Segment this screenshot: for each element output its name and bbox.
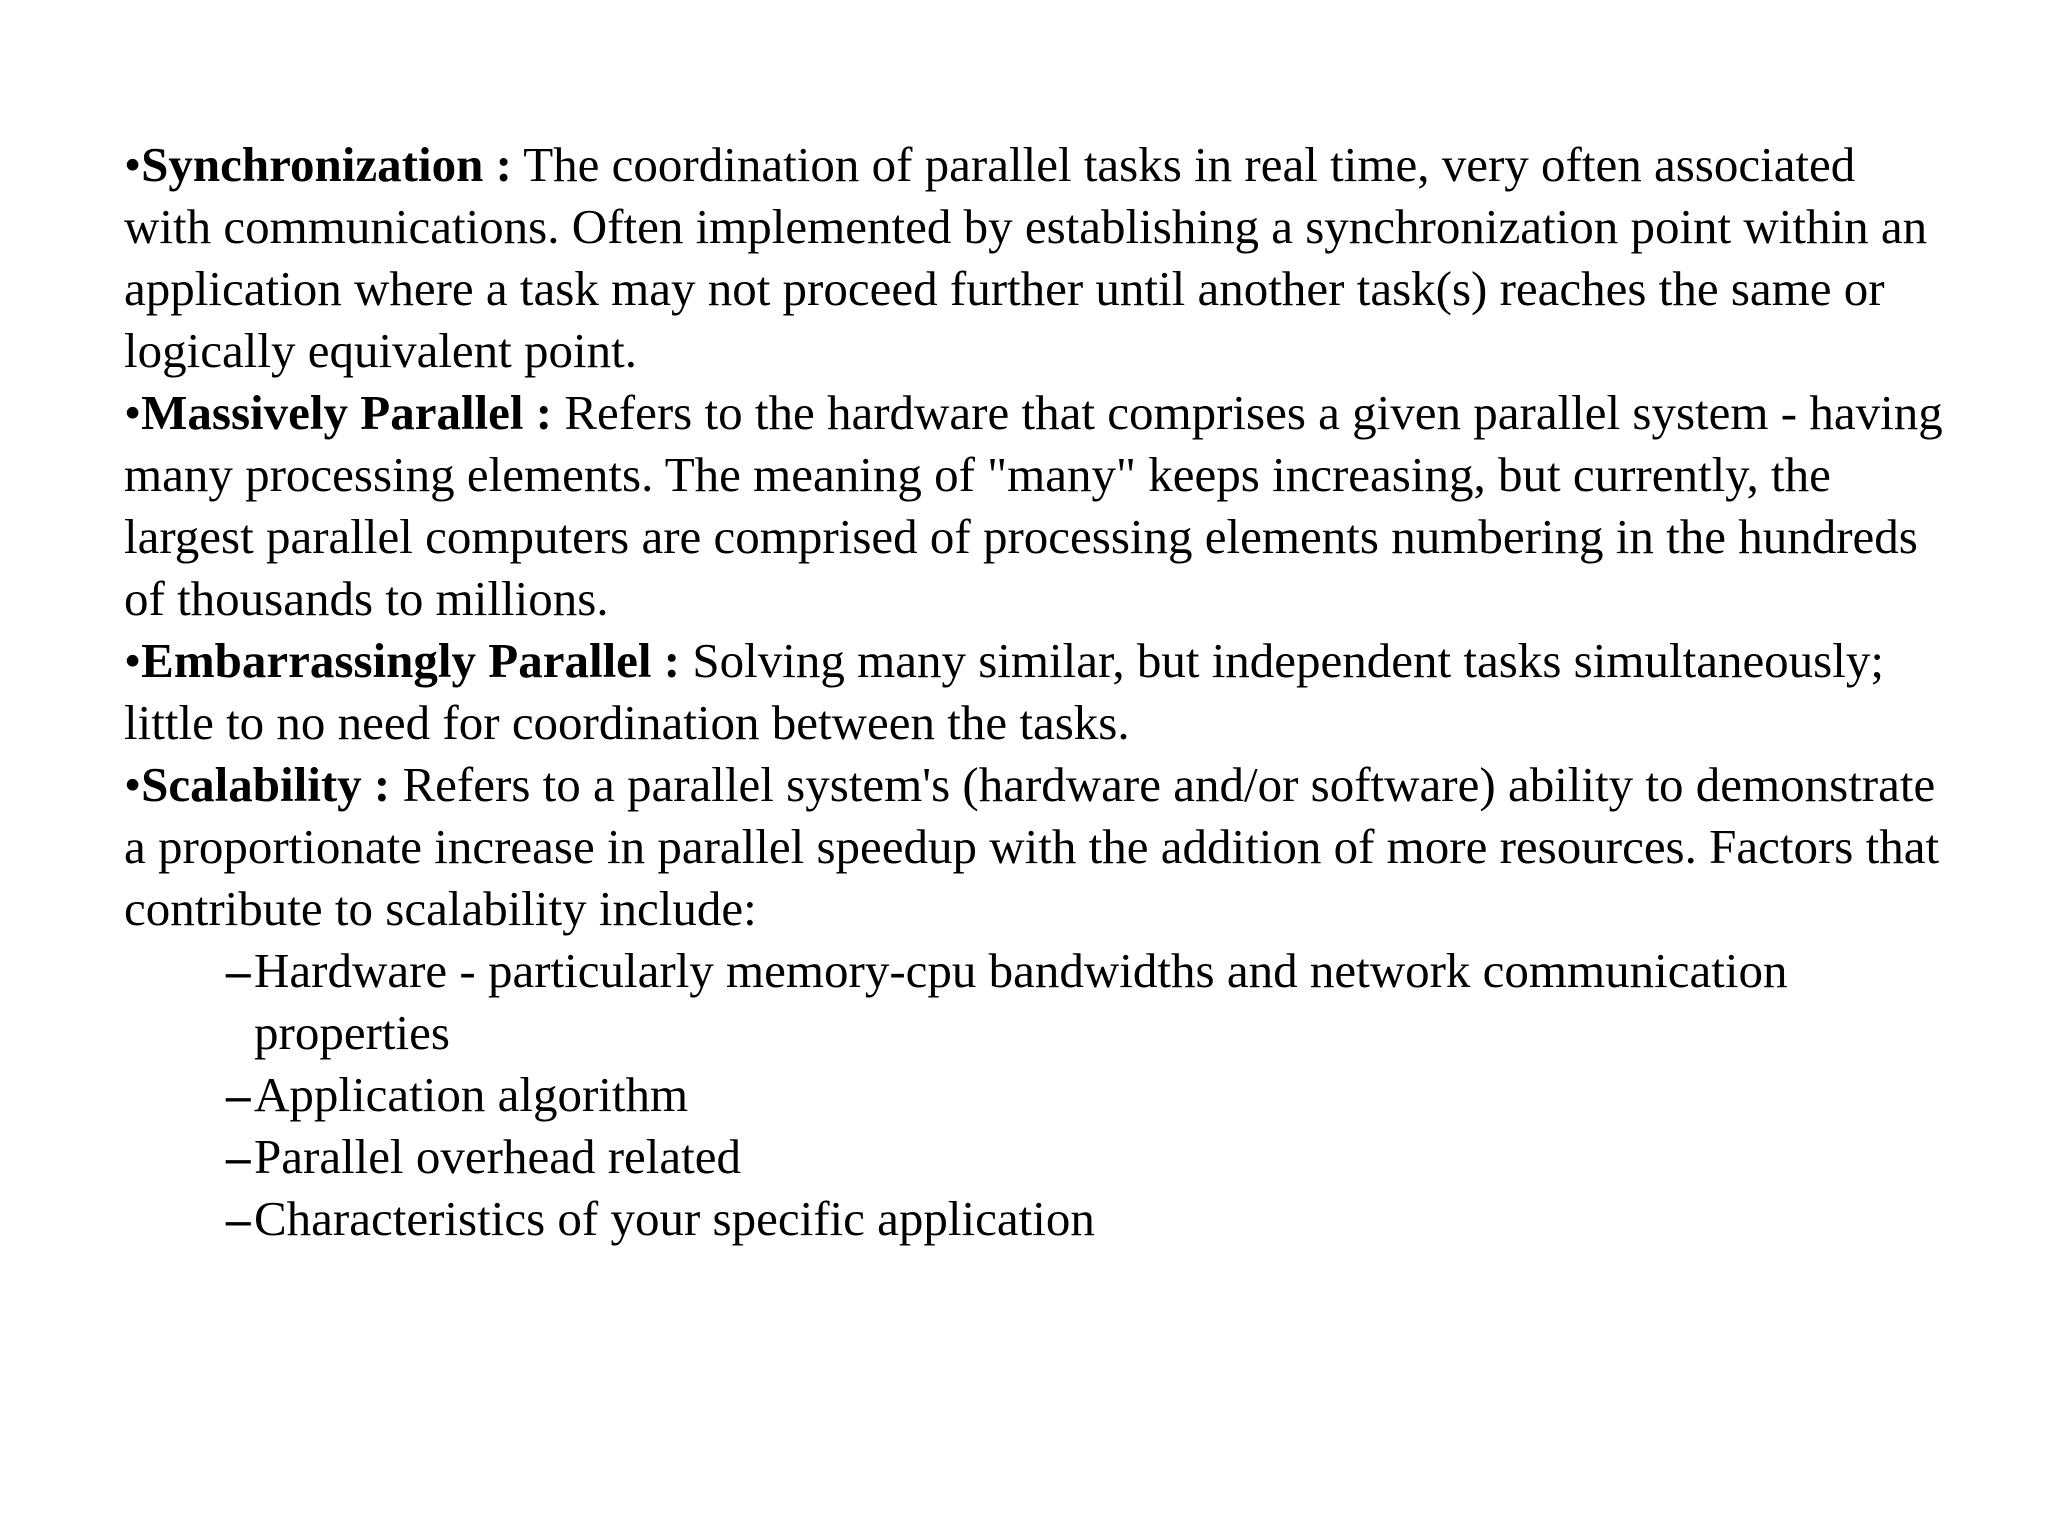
scalability-factors-list <box>124 940 1954 1250</box>
definition-text: Refers to a parallel system's (hardware and/or software) ability to demonstrate a proportionate increase in parallel speedup with the addition of more resources. Factors that contribute to scalability include: <box>124 757 1940 936</box>
definition-text: Solving many similar, but independent tasks simultaneously; little to no need for coordination between the tasks. <box>124 633 1884 750</box>
slide-content <box>124 134 1954 1250</box>
definition-embarrassingly-parallel <box>124 630 1954 754</box>
list-item-text: Application algorithm <box>254 1067 689 1122</box>
list-item <box>226 1126 1954 1188</box>
dash-icon: – <box>226 1129 251 1184</box>
bullet-icon: • <box>124 385 142 440</box>
bullet-icon: • <box>124 633 142 688</box>
term-embarrassingly-parallel: Embarrassingly Parallel : <box>141 633 681 688</box>
list-item-text: Hardware - particularly memory-cpu bandwidths and network communication properties <box>254 943 1788 1060</box>
dash-icon: – <box>226 1191 251 1246</box>
dash-icon: – <box>226 1067 251 1122</box>
definition-synchronization <box>124 134 1954 382</box>
bullet-icon: • <box>124 757 142 812</box>
list-item-text: Parallel overhead related <box>254 1129 742 1184</box>
bullet-icon: • <box>124 137 142 192</box>
list-item <box>226 1064 1954 1126</box>
definition-massively-parallel <box>124 382 1954 630</box>
definition-text: Refers to the hardware that comprises a given parallel system - having many processing elements. The meaning of "many" keeps increasing, but currently, the largest parallel computers are comprised of processing elements numbering in the hundreds of thousands to millions. <box>124 385 1943 626</box>
definition-scalability <box>124 754 1954 940</box>
list-item <box>226 1188 1954 1250</box>
term-synchronization: Synchronization : <box>141 137 512 192</box>
definition-text: The coordination of parallel tasks in real time, very often associated with communications. Often implemented by establishing a synchronization point within an application where a task may not proceed further until another task(s) reaches the same or logically equivalent point. <box>124 137 1928 378</box>
term-scalability: Scalability : <box>141 757 391 812</box>
list-item <box>226 940 1954 1064</box>
term-massively-parallel: Massively Parallel : <box>141 385 553 440</box>
list-item-text: Characteristics of your specific application <box>254 1191 1095 1246</box>
dash-icon: – <box>226 943 251 998</box>
